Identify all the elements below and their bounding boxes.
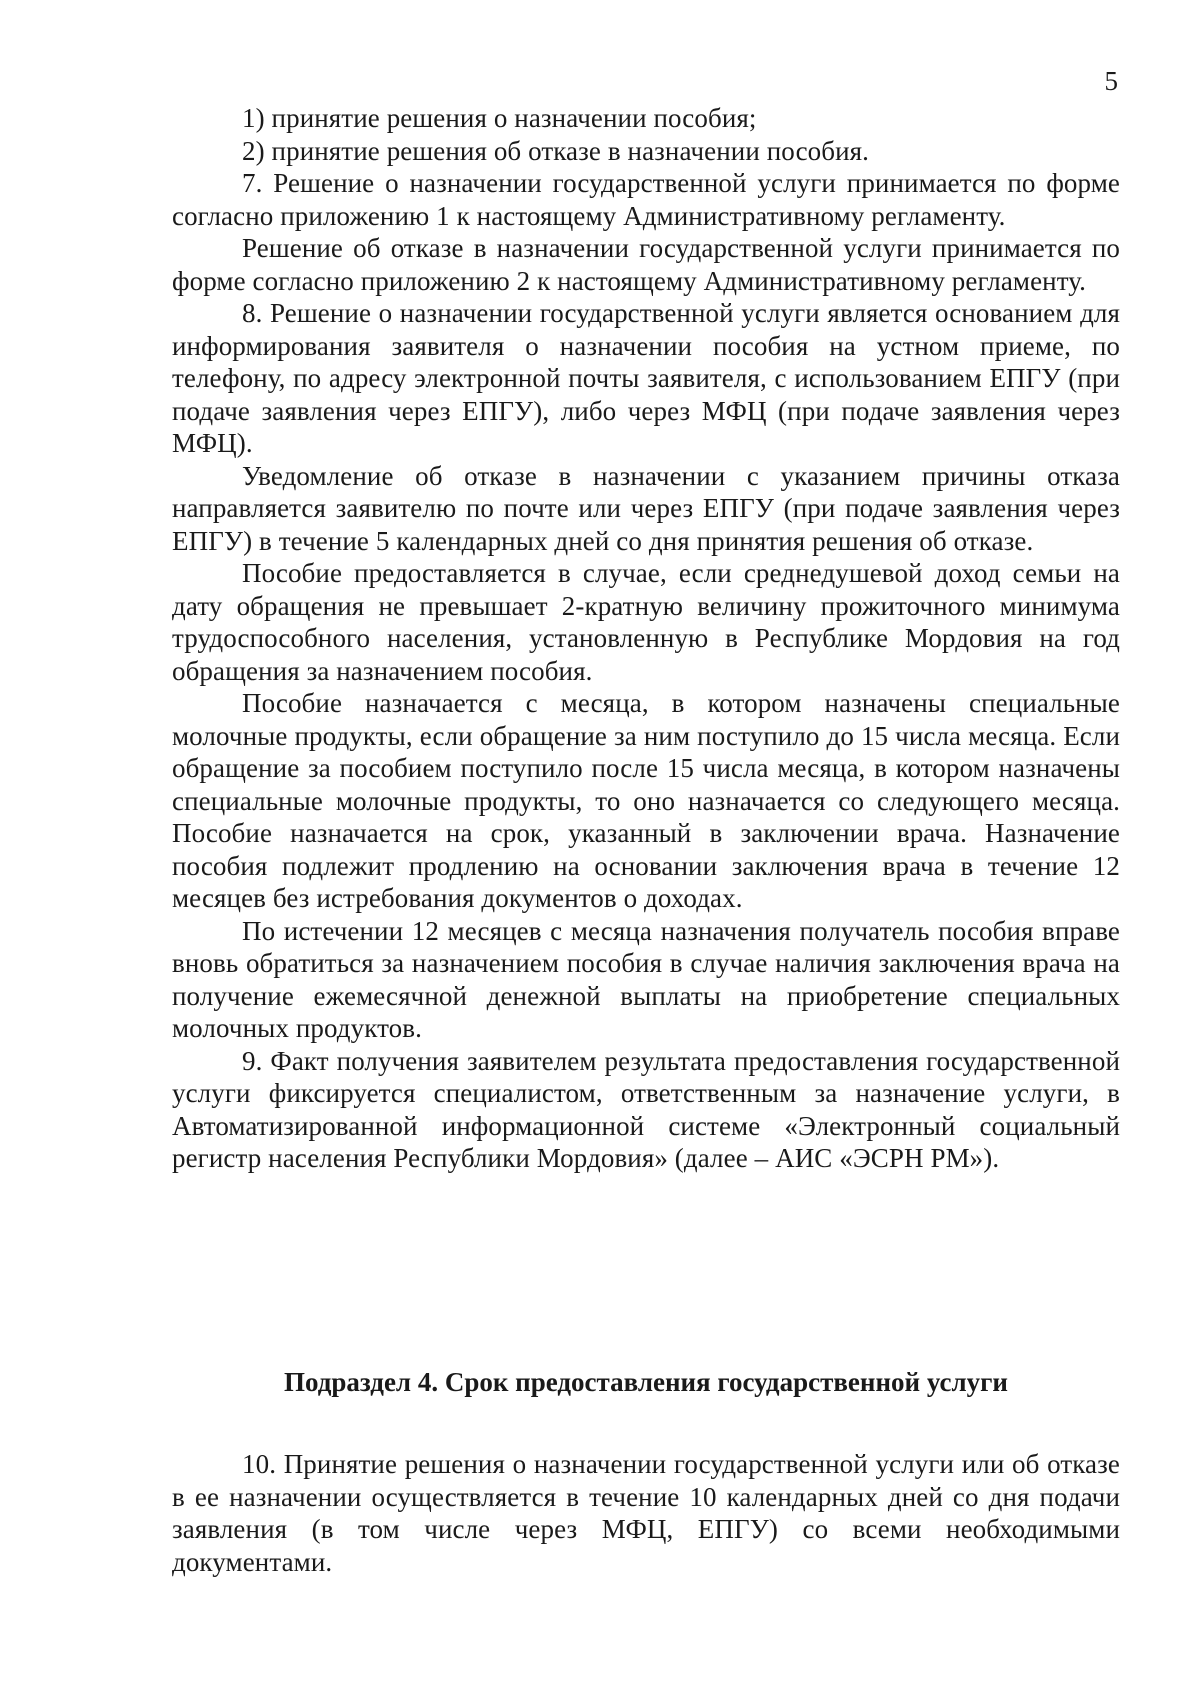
paragraph-8: 8. Решение о назначении государственной услуги является основанием для информирования заявителя о назначении пособия на устном приеме, по телефону, по адресу электронной почты заявителя, с использованием ЕПГУ (при подаче заявления через ЕПГУ), либо через МФЦ (при подаче заявления через МФЦ). (172, 298, 1120, 458)
paragraph-7: 7. Решение о назначении государственной услуги принимается по форме согласно приложению 1 к настоящему Административному регламенту. (172, 168, 1120, 231)
paragraph-reapplication: По истечении 12 месяцев с месяца назначения получатель пособия вправе вновь обратиться за назначением пособия в случае наличия заключения врача на получение ежемесячной денежной выплаты на приобретение специальных молочных продуктов. (172, 915, 1120, 1043)
page-number: 5 (1104, 66, 1118, 96)
paragraph-9: 9. Факт получения заявителем результата предоставления государственной услуги фиксируется специалистом, ответственным за назначение услуги, в Автоматизированной информационной системе «Электронный социальный регистр населения Республики Мордовия» (далее – АИС «ЭСРН РМ»). (172, 1045, 1120, 1173)
body-text-bottom (172, 1448, 1120, 1578)
paragraph-income-condition: Пособие предоставляется в случае, если среднедушевой доход семьи на дату обращения не превышает 2-кратную величину прожиточного минимума трудоспособного населения, установленную в Республике Мордовия на год обращения за назначением пособия. (172, 558, 1120, 686)
body-text-top (172, 102, 1120, 1175)
paragraph-refusal-notice: Уведомление об отказе в назначении с указанием причины отказа направляется заявителю по почте или через ЕПГУ (при подаче заявления через ЕПГУ) в течение 5 календарных дней со дня принятия решения об отказе. (172, 460, 1120, 556)
paragraph-refusal-form: Решение об отказе в назначении государственной услуги принимается по форме согласно приложению 2 к настоящему Административному регламенту. (172, 233, 1120, 296)
list-item-1: 1) принятие решения о назначении пособия; (242, 103, 757, 133)
paragraph-assignment-period: Пособие назначается с месяца, в котором назначены специальные молочные продукты, если обращение за ним поступило до 15 числа месяца. Если обращение за пособием поступило после 15 числа месяца, в котором назначены специальные молочные продукты, то оно назначается со следующего месяца. Пособие назначается на срок, указанный в заключении врача. Назначение пособия подлежит продлению на основании заключения врача в течение 12 месяцев без истребования документов о доходах. (172, 688, 1120, 913)
list-item-2: 2) принятие решения об отказе в назначении пособия. (242, 135, 870, 166)
subsection-heading: Подраздел 4. Срок предоставления государственной услуги (284, 1367, 1008, 1397)
paragraph-10: 10. Принятие решения о назначении государственной услуги или об отказе в ее назначении осуществляется в течение 10 календарных дней со дня подачи заявления (в том числе через МФЦ, ЕПГУ) со всеми необходимыми документами. (172, 1449, 1120, 1577)
